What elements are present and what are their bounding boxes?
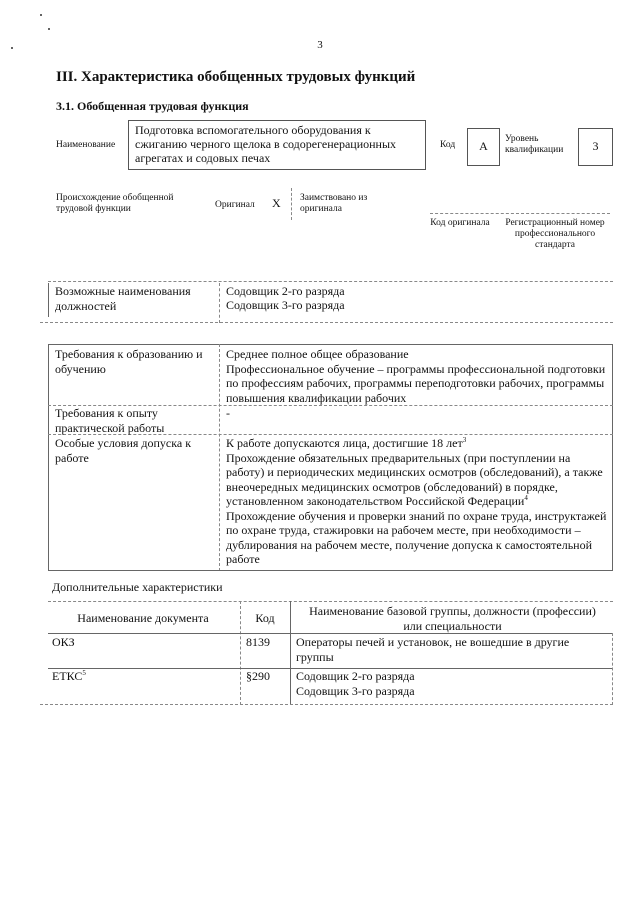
req-left-border bbox=[48, 344, 49, 571]
table-row-name-line: Содовщик 2-го разряда bbox=[296, 669, 415, 683]
level-label: Уровень квалификации bbox=[505, 134, 564, 155]
req-label-experience: Требования к опыту практической работы bbox=[55, 406, 165, 435]
page-number: 3 bbox=[317, 39, 323, 51]
req-education-line: Среднее полное общее образование bbox=[226, 347, 409, 361]
positions-top-line bbox=[48, 281, 613, 282]
req-education-text bbox=[226, 347, 608, 405]
scan-speck bbox=[48, 28, 50, 30]
footnote-ref: 5 bbox=[82, 669, 86, 677]
req-right-border bbox=[612, 344, 613, 571]
position-item: Содовщик 2-го разряда bbox=[226, 284, 345, 298]
col-header-doc: Наименование документа bbox=[77, 611, 209, 625]
level-box bbox=[578, 128, 613, 166]
name-label: Наименование bbox=[56, 140, 116, 150]
positions-bottom-line bbox=[40, 322, 613, 323]
add-divider bbox=[290, 601, 291, 705]
req-conditions-text bbox=[226, 436, 610, 567]
additional-title: Дополнительные характеристики bbox=[52, 580, 223, 594]
req-label-conditions: Особые условия допуска к работе bbox=[55, 436, 192, 465]
origin-divider bbox=[291, 188, 292, 220]
original-code-label: Код оригинала bbox=[430, 218, 490, 228]
req-experience-text: - bbox=[226, 406, 230, 420]
req-bottom-line bbox=[48, 570, 613, 571]
table-row-doc: ОКЗ bbox=[52, 635, 75, 649]
code-label: Код bbox=[440, 140, 456, 150]
req-top-line bbox=[48, 344, 613, 345]
name-value: Подготовка вспомогательного оборудования к сжиганию черного щелока в содорегенерационных агрегатах и содовых печах bbox=[135, 123, 397, 165]
code-value: А bbox=[479, 139, 488, 153]
req-label-education: Требования к образованию и обучению bbox=[55, 347, 203, 376]
table-row-name-line: Содовщик 3-го разряда bbox=[296, 683, 415, 698]
code-box bbox=[467, 128, 500, 166]
borrowed-label: Заимствовано из оригинала bbox=[300, 193, 368, 214]
positions-label: Возможные наименования должностей bbox=[55, 284, 191, 313]
reg-number-label: Регистрационный номер профессионального стандарта bbox=[505, 218, 605, 250]
req-education-line: Профессиональное обучение – программы профессиональной подготовки по профессиям рабочих, программы переподготовки рабочих, программы повышения квалификации рабочих bbox=[226, 361, 606, 405]
add-bottom-line bbox=[40, 704, 613, 705]
subsection-title: 3.1. Обобщенная трудовая функция bbox=[56, 99, 249, 113]
origin-label: Происхождение обобщенной трудовой функции bbox=[56, 193, 174, 214]
original-label: Оригинал bbox=[215, 200, 255, 210]
section-title: III. Характеристика обобщенных трудовых функций bbox=[56, 69, 416, 85]
positions-divider bbox=[219, 283, 220, 323]
add-right-border bbox=[612, 633, 613, 705]
table-row-doc: ЕТКС$^5$ bbox=[52, 669, 86, 683]
add-header-line bbox=[48, 633, 613, 634]
req-conditions-line: Прохождение обязательных предварительных (при поступлении на работу) и периодических медицинских осмотров (обследований), а также внеочередных медицинских осмотров (обследований) в порядке, установленном законодательством Российской Федерации$^4$ bbox=[226, 450, 603, 508]
position-item: Содовщик 3-го разряда bbox=[226, 298, 345, 312]
level-value: 3 bbox=[592, 139, 599, 153]
req-conditions-line: К работе допускаются лица, достигшие 18 лет$^3$ bbox=[226, 436, 467, 450]
original-mark: X bbox=[272, 196, 281, 210]
table-row-code: 8139 bbox=[246, 635, 270, 649]
col-header-name: Наименование базовой группы, должности (профессии) или специальности bbox=[309, 604, 596, 633]
table-row-name: Операторы печей и установок, не вошедшие в другие группы bbox=[296, 635, 570, 664]
add-top-line bbox=[48, 601, 613, 602]
req-conditions-line: Прохождение обучения и проверки знаний по охране труда, инструктажей по охране труда, стажировки на рабочем месте, при необходимости – дублирования на рабочем месте, получение допуска к самостоятельной работе bbox=[226, 508, 607, 566]
req-divider bbox=[219, 344, 220, 571]
footnote-ref: 3 bbox=[462, 436, 467, 444]
origin-code-line bbox=[430, 213, 610, 214]
scan-speck bbox=[40, 14, 42, 16]
col-header-code: Код bbox=[255, 611, 275, 625]
footnote-ref: 4 bbox=[524, 494, 528, 502]
table-row-code: §290 bbox=[246, 669, 270, 683]
positions-left-border bbox=[48, 283, 49, 317]
table-row-name bbox=[296, 669, 606, 698]
name-box bbox=[128, 120, 426, 170]
